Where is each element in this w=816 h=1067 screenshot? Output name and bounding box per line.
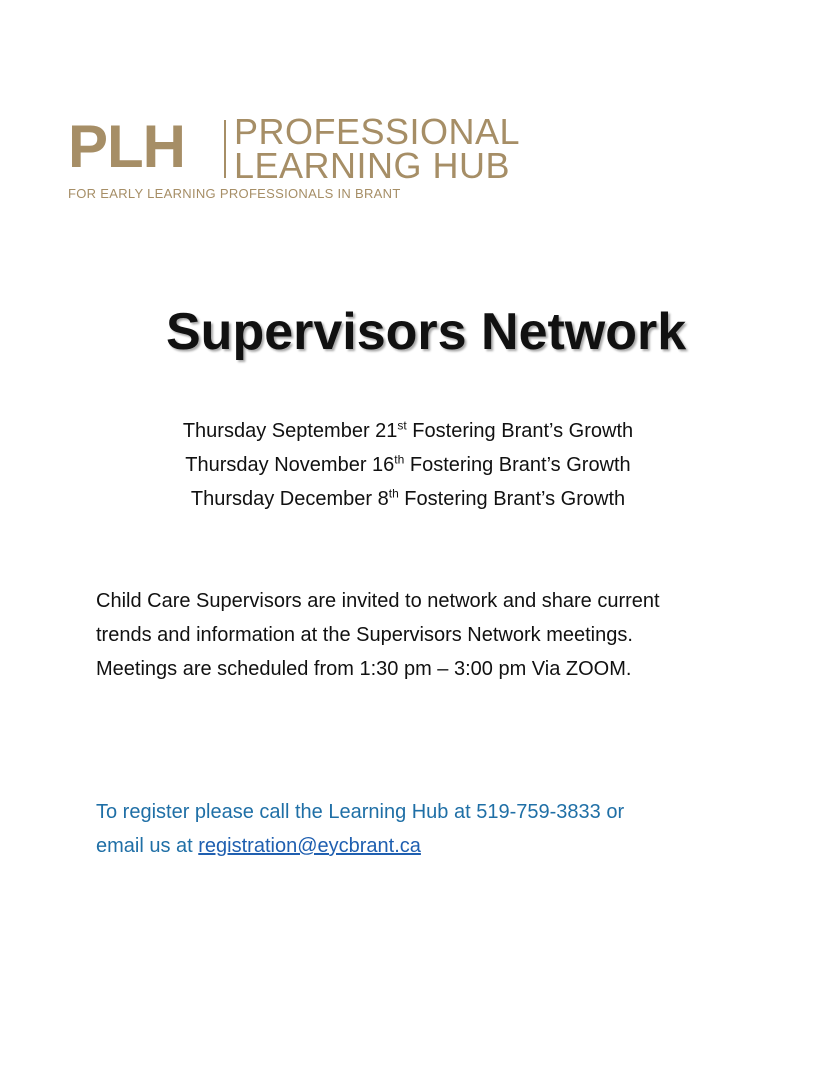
session-ordinal: th bbox=[394, 452, 405, 467]
plh-logo bbox=[68, 111, 628, 204]
logo-divider bbox=[224, 120, 226, 178]
session-item bbox=[100, 414, 716, 448]
session-topic: Fostering Brant’s Growth bbox=[404, 454, 631, 476]
description-line: Child Care Supervisors are invited to network and share current bbox=[96, 590, 660, 612]
registration-line: To register please call the Learning Hub at 519-759-3833 or bbox=[96, 801, 625, 823]
session-date: Thursday November 16 bbox=[185, 454, 395, 476]
session-item bbox=[100, 482, 716, 516]
logo-acronym: PLH bbox=[68, 113, 185, 180]
session-topic: Fostering Brant’s Growth bbox=[406, 420, 634, 442]
description-line: trends and information at the Supervisors Network meetings. bbox=[96, 624, 633, 646]
description-line: Meetings are scheduled from 1:30 pm – 3:00 pm Via ZOOM. bbox=[96, 658, 632, 680]
session-ordinal: st bbox=[397, 418, 407, 433]
session-ordinal: th bbox=[388, 486, 399, 501]
registration-line bbox=[96, 829, 756, 863]
session-date: Thursday September 21 bbox=[182, 420, 398, 442]
logo-line-1: PROFESSIONAL bbox=[234, 111, 521, 152]
session-list bbox=[100, 414, 716, 516]
session-date: Thursday December 8 bbox=[190, 488, 389, 510]
logo-tagline: FOR EARLY LEARNING PROFESSIONALS IN BRANT bbox=[68, 186, 401, 201]
description-paragraph bbox=[96, 584, 756, 686]
registration-info bbox=[96, 795, 756, 863]
registration-email-link[interactable]: registration@eycbrant.ca bbox=[198, 835, 421, 857]
registration-email-prefix: email us at bbox=[96, 835, 199, 857]
logo-line-2: LEARNING HUB bbox=[234, 145, 511, 186]
session-topic: Fostering Brant’s Growth bbox=[398, 488, 626, 510]
session-item bbox=[100, 448, 716, 482]
page-title: Supervisors Network bbox=[166, 303, 687, 361]
